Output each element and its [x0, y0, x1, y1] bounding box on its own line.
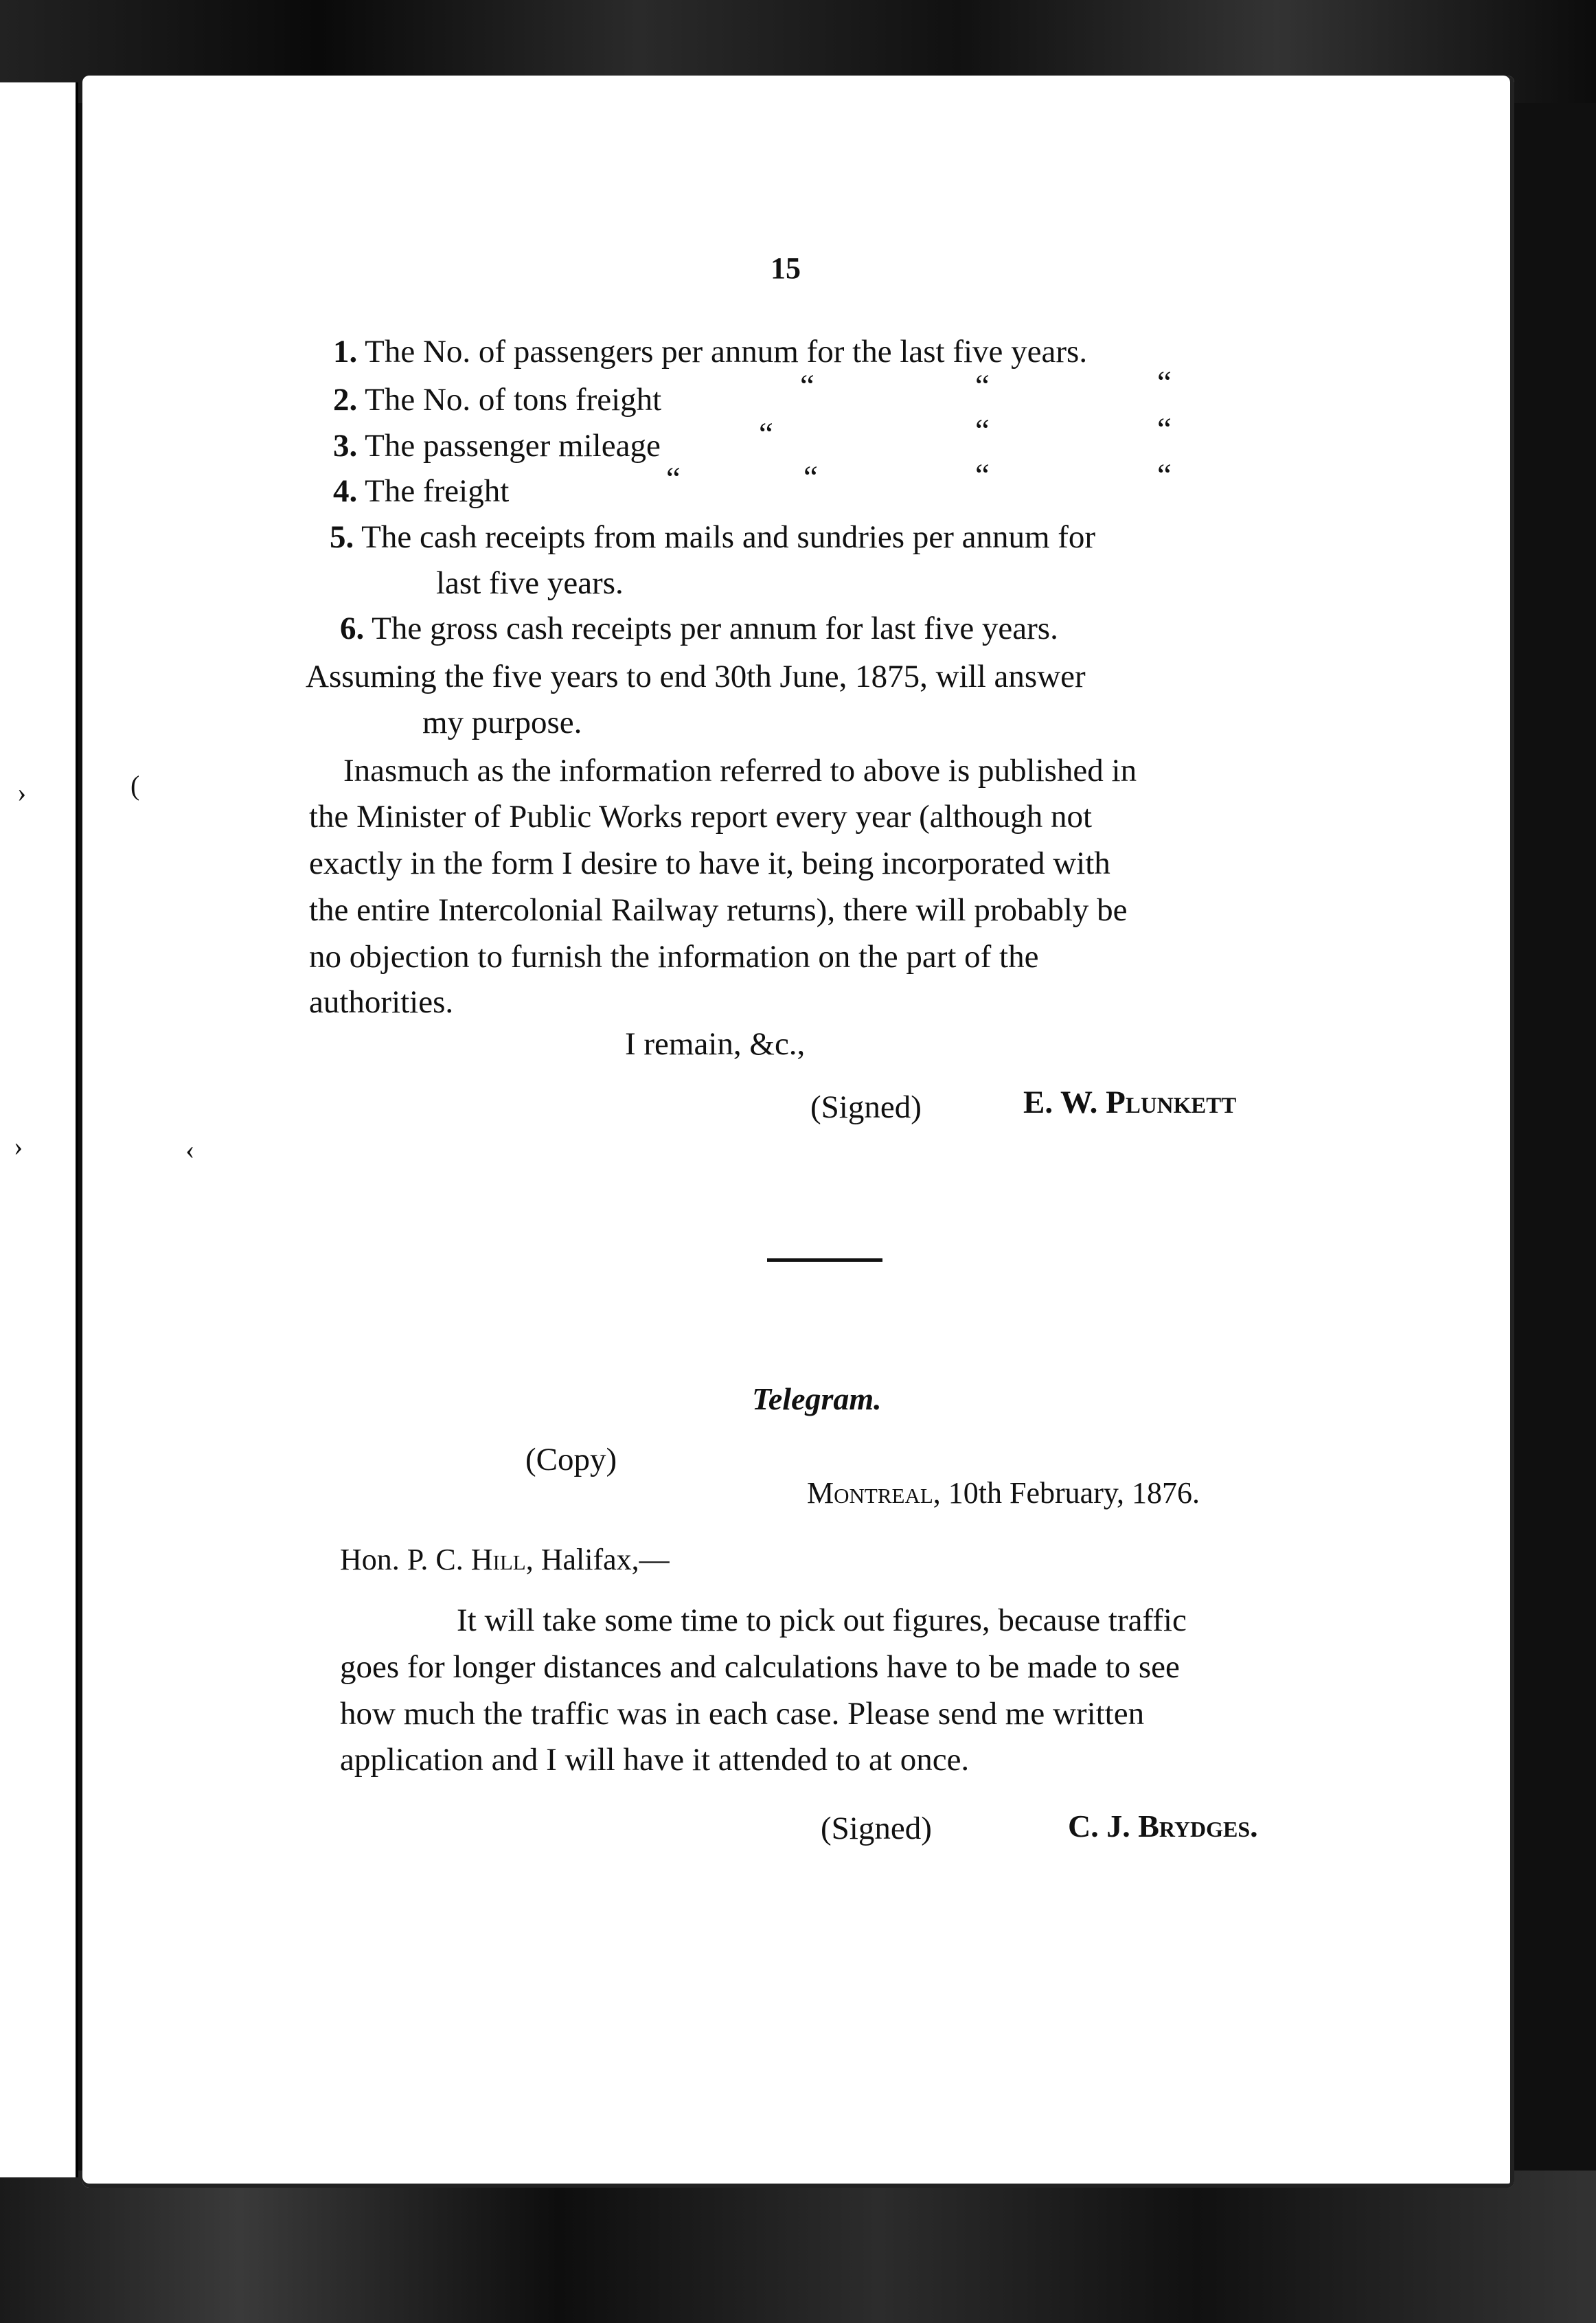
ditto-mark: “: [1157, 411, 1172, 447]
paragraph-line: my purpose.: [422, 705, 582, 740]
paragraph-line: no objection to furnish the information on the part of the: [309, 939, 1039, 975]
scan-mark: ‹: [185, 1134, 195, 1165]
ditto-mark: “: [975, 457, 990, 493]
ditto-mark: “: [666, 461, 681, 497]
paragraph-line: exactly in the form I desire to have it, being incorporated with: [309, 846, 1110, 881]
list-item: [333, 427, 661, 464]
closing-signed: (Signed): [810, 1089, 922, 1125]
telegram-place: Montreal,: [807, 1476, 941, 1510]
page-number: 15: [771, 251, 801, 285]
document-page: [14, 76, 1514, 2188]
telegram-title: Telegram.: [752, 1381, 882, 1416]
list-item-text: The passenger mileage: [365, 428, 661, 464]
ditto-mark: “: [800, 368, 814, 404]
list-item-continuation: last five years.: [436, 565, 624, 601]
telegram-body-line: It will take some time to pick out figures, because traffic: [457, 1602, 1187, 1638]
telegram-dateline: [807, 1475, 1200, 1510]
scan-mark: ›: [17, 777, 27, 808]
list-item-number: 4.: [333, 473, 358, 509]
list-item-number: 6.: [340, 611, 365, 646]
list-item: [333, 473, 509, 510]
ditto-mark: “: [1157, 457, 1172, 493]
scan-background-bottom: [0, 2171, 1596, 2323]
telegram-body-line: how much the traffic was in each case. Please send me written: [340, 1696, 1145, 1732]
closing-remain: I remain, &c.,: [625, 1026, 806, 1062]
list-item: [340, 610, 1058, 647]
list-item: [330, 519, 1095, 556]
telegram-signed: (Signed): [821, 1811, 932, 1846]
ditto-mark: “: [975, 413, 990, 449]
paragraph-line: the entire Intercolonial Railway returns), there will probably be: [309, 892, 1128, 928]
ditto-mark: “: [759, 416, 773, 452]
list-item-number: 5.: [330, 519, 354, 555]
ditto-mark: “: [803, 460, 818, 495]
list-item-number: 2.: [333, 382, 358, 418]
list-item: [333, 333, 1087, 370]
ditto-mark: “: [975, 368, 990, 404]
signatory-name: E. W. Plunkett: [1023, 1085, 1237, 1120]
list-item-text: The No. of tons freight: [365, 382, 662, 418]
telegram-body-line: application and I will have it attended to at once.: [340, 1742, 970, 1778]
addressee-prefix: Hon. P. C.: [340, 1543, 464, 1576]
scan-mark: (: [130, 770, 140, 801]
list-item-text: The No. of passengers per annum for the last five years.: [365, 334, 1088, 370]
section-divider: [767, 1258, 882, 1262]
telegram-addressee: [340, 1542, 670, 1577]
copy-label: (Copy): [525, 1442, 617, 1477]
telegram-signatory: C. J. Brydges.: [1068, 1809, 1258, 1844]
paragraph-line: the Minister of Public Works report every year (although not: [309, 799, 1093, 835]
ditto-mark: “: [1157, 365, 1172, 400]
addressee-name: Hill,: [470, 1543, 534, 1576]
list-item-text: The freight: [365, 473, 510, 509]
facing-page-edge: [0, 82, 78, 2177]
list-item: [333, 381, 661, 418]
list-item-number: 3.: [333, 428, 358, 464]
list-item-text: The cash receipts from mails and sundries per annum for: [361, 519, 1096, 555]
paragraph-line: Assuming the five years to end 30th June, 1875, will answer: [306, 659, 1086, 694]
scan-mark: ›: [14, 1131, 23, 1162]
list-item-text: The gross cash receipts per annum for last five years.: [372, 611, 1058, 646]
addressee-suffix: Halifax,—: [540, 1543, 670, 1576]
telegram-body-line: goes for longer distances and calculations have to be made to see: [340, 1649, 1180, 1685]
paragraph-line: Inasmuch as the information referred to above is published in: [343, 753, 1137, 789]
telegram-date: 10th February, 1876.: [948, 1476, 1200, 1510]
list-item-number: 1.: [333, 334, 358, 370]
paragraph-line: authorities.: [309, 984, 454, 1020]
